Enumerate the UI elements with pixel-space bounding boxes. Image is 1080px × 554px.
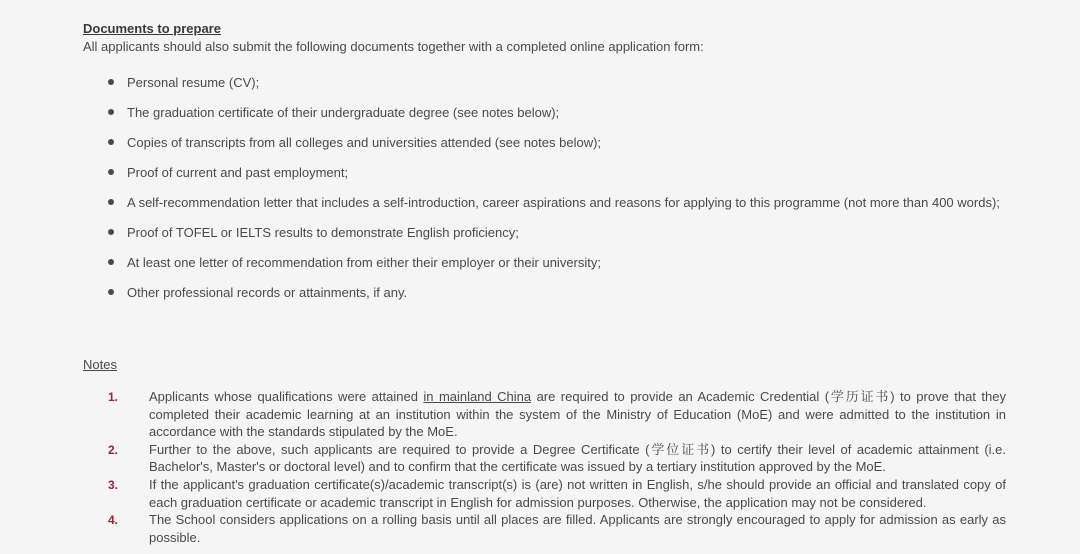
mainland-china-link[interactable]: in mainland China (423, 389, 532, 404)
bullet-icon (108, 199, 114, 205)
note-number: 3. (108, 477, 119, 492)
bullet-icon (108, 109, 114, 115)
list-item-text: A self-recommendation letter that includes a self-introduction, career aspirations and reasons for applying to this programme (not more than 400 words); (127, 195, 1000, 210)
list-item-text: The graduation certificate of their undergraduate degree (see notes below); (127, 105, 560, 120)
list-item (105, 192, 1007, 213)
list-item-text: At least one letter of recommendation from either their employer or their university; (127, 255, 601, 270)
list-item-text: Proof of TOFEL or IELTS results to demonstrate English proficiency; (127, 225, 519, 240)
bullet-icon (108, 259, 114, 265)
bullet-icon (108, 289, 114, 295)
note-item (108, 511, 1006, 546)
list-item-text: Other professional records or attainments, if any. (127, 285, 408, 300)
note-text: Applicants whose qualifications were attained in mainland China are required to provide an Academic Credential (学历证书) to prove that they completed their academic learning at an institution within the system of the Ministry of Education (MoE) and were admitted to the institution in accordance with the standards stipulated by the MoE. (149, 389, 1006, 440)
list-item (105, 132, 1007, 153)
list-item-text: Copies of transcripts from all colleges and universities attended (see notes below); (127, 135, 602, 150)
bullet-icon (108, 169, 114, 175)
note-text: Further to the above, such applicants are required to provide a Degree Certificate (学位证书) to certify their level of academic attainment (i.e. Bachelor's, Master's or doctoral level) and to confirm that the certificate was issued by a tertiary institution approved by the MoE. (149, 441, 1006, 475)
note-item (108, 441, 1006, 476)
notes-title: Notes (83, 357, 117, 372)
list-item-text: Personal resume (CV); (127, 75, 260, 90)
note-item (108, 388, 1006, 441)
list-item (105, 222, 1007, 243)
list-item (105, 282, 1007, 303)
note-text: The School considers applications on a rolling basis until all places are filled. Applicants are strongly encouraged to apply for admission as early as possible. (149, 512, 1006, 545)
notes-list (108, 388, 1006, 546)
list-item (105, 162, 1007, 183)
note-number: 2. (108, 442, 119, 457)
list-item (105, 102, 1007, 123)
list-item-text: Proof of current and past employment; (127, 165, 349, 180)
note-number: 1. (108, 390, 119, 404)
note-number: 4. (108, 513, 119, 528)
note-text: If the applicant's graduation certificate(s)/academic transcript(s) is (are) not written in English, s/he should provide an official and translated copy of each graduation certificate or academic transcript in English for admission purposes. Otherwise, the application may not be considered. (149, 476, 1006, 510)
bullet-icon (108, 229, 114, 235)
list-item (105, 252, 1007, 273)
documents-list (105, 72, 1007, 312)
documents-heading: Documents to prepare (83, 21, 221, 36)
documents-intro: All applicants should also submit the following documents together with a completed online application form: (83, 39, 704, 54)
bullet-icon (108, 79, 114, 85)
note-item (108, 476, 1006, 511)
list-item (105, 72, 1007, 93)
bullet-icon (108, 139, 114, 145)
